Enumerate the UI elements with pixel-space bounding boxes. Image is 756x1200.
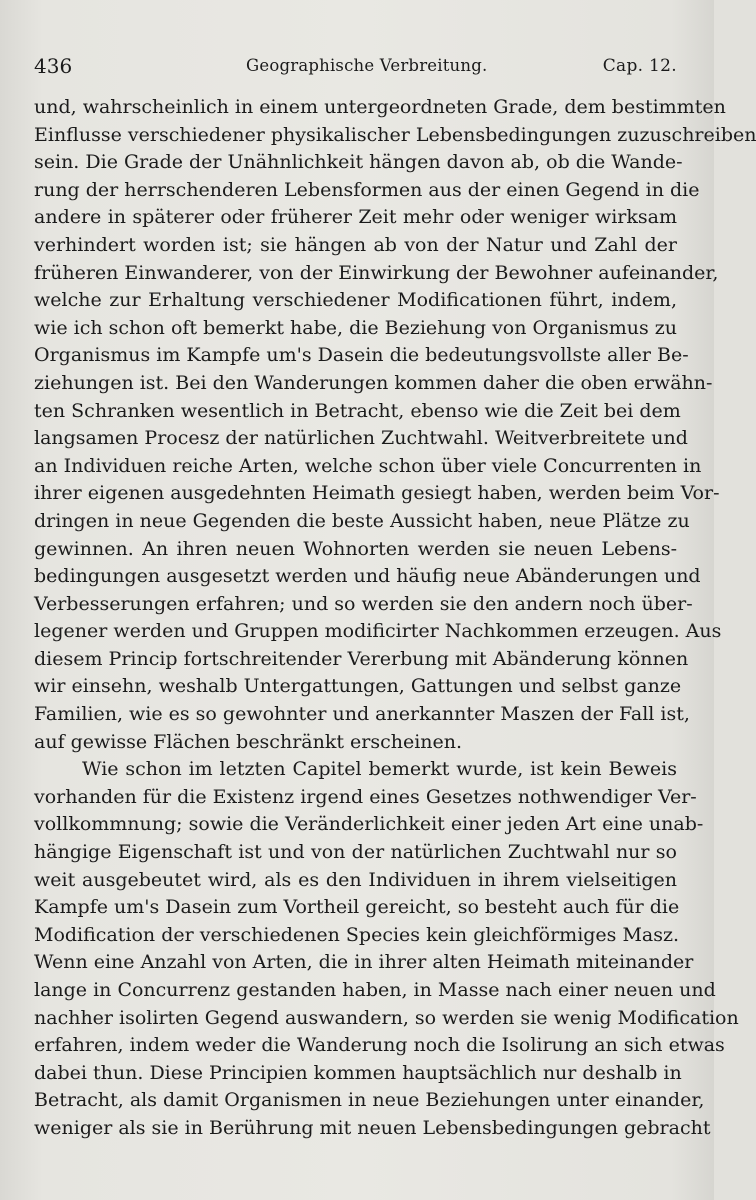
text-line: rung der herrschenderen Lebensformen aus der einen Gegend in die (34, 178, 700, 201)
text-line: ihrer eigenen ausgedehnten Heimath gesiegt haben, werden beim Vor- (34, 482, 720, 505)
text-line: wir einsehn, weshalb Untergattungen, Gattungen und selbst ganze (34, 675, 682, 698)
text-line: sein. Die Grade der Unähnlichkeit hängen davon ab, ob die Wande- (34, 151, 683, 174)
text-line: nachher isolirten Gegend auswandern, so werden sie wenig Modification (34, 1006, 739, 1029)
text-line: andere in späterer oder früherer Zeit mehr oder weniger wirksam (34, 206, 677, 229)
text-line: Verbesserungen erfahren; und so werden sie den andern noch über- (34, 592, 693, 615)
text-line: Wie schon im letzten Capitel bemerkt wurde, ist kein Beweis (82, 758, 677, 781)
text-line: Kampfe um's Dasein zum Vortheil gereicht, so besteht auch für die (34, 896, 680, 919)
text-line: auf gewisse Flächen beschränkt erscheinen. (34, 730, 463, 753)
running-head (34, 54, 677, 86)
chapter-label: Cap. 12. (602, 56, 677, 76)
text-line: weniger als sie in Berührung mit neuen Lebensbedingungen gebracht (34, 1116, 711, 1139)
text-line: legener werden und Gruppen modificirter Nachkommen erzeugen. Aus (34, 620, 722, 643)
text-line: wie ich schon oft bemerkt habe, die Beziehung von Organismus zu (34, 316, 678, 339)
text-line: vorhanden für die Existenz irgend eines Gesetzes nothwendiger Ver- (34, 785, 697, 808)
text-line: weit ausgebeutet wird, als es den Individuen in ihrem vielseitigen (34, 868, 677, 891)
text-line: lange in Concurrenz gestanden haben, in Masse nach einer neuen und (34, 979, 716, 1001)
text-line: Modification der verschiedenen Species kein gleichförmiges Masz. (34, 923, 680, 946)
text-line: bedingungen ausgesetzt werden und häufig neue Abänderungen und (34, 565, 701, 588)
text-line: vollkommnung; sowie die Veränderlichkeit einer jeden Art eine unab- (34, 813, 704, 836)
text-line: erfahren, indem weder die Wanderung noch die Isolirung an sich etwas (34, 1034, 725, 1057)
text-line: Organismus im Kampfe um's Dasein die bedeutungsvollste aller Be- (34, 344, 689, 367)
text-line: ten Schranken wesentlich in Betracht, ebenso wie die Zeit bei dem (34, 399, 681, 422)
text-line: gewinnen. An ihren neuen Wohnorten werden sie neuen Lebens- (34, 537, 677, 560)
text-line: und, wahrscheinlich in einem untergeordneten Grade, dem bestimmten (34, 96, 726, 118)
text-line: ziehungen ist. Bei den Wanderungen kommen daher die oben erwähn- (34, 371, 713, 394)
text-line: Betracht, als damit Organismen in neue Beziehungen unter einander, (34, 1089, 705, 1112)
text-line: dringen in neue Gegenden die beste Aussicht haben, neue Plätze zu (34, 509, 690, 532)
text-line: dabei thun. Diese Principien kommen hauptsächlich nur deshalb in (34, 1061, 682, 1084)
text-line: verhindert worden ist; sie hängen ab von der Natur und Zahl der (34, 233, 677, 256)
text-line: welche zur Erhaltung verschiedener Modificationen führt, indem, (34, 289, 677, 312)
text-line: früheren Einwanderer, von der Einwirkung der Bewohner aufeinander, (34, 261, 719, 284)
text-line: Einflusse verschiedener physikalischer Lebensbedingungen zuzuschreiben (34, 123, 756, 146)
text-line: langsamen Procesz der natürlichen Zuchtwahl. Weitverbreitete und (34, 427, 688, 450)
text-line: hängige Eigenschaft ist und von der natürlichen Zuchtwahl nur so (34, 841, 677, 864)
body-text (34, 94, 756, 1143)
text-line: an Individuen reiche Arten, welche schon über viele Concurrenten in (34, 454, 702, 477)
page-number: 436 (34, 54, 73, 78)
paragraph-1 (34, 94, 756, 756)
paragraph-2 (34, 756, 739, 1142)
text-line: Familien, wie es so gewohnter und anerkannter Maszen der Fall ist, (34, 703, 690, 726)
text-line: Wenn eine Anzahl von Arten, die in ihrer alten Heimath miteinander (34, 951, 694, 974)
running-title: Geographische Verbreitung. (246, 56, 488, 75)
text-line: diesem Princip fortschreitender Vererbung mit Abänderung können (34, 647, 689, 670)
